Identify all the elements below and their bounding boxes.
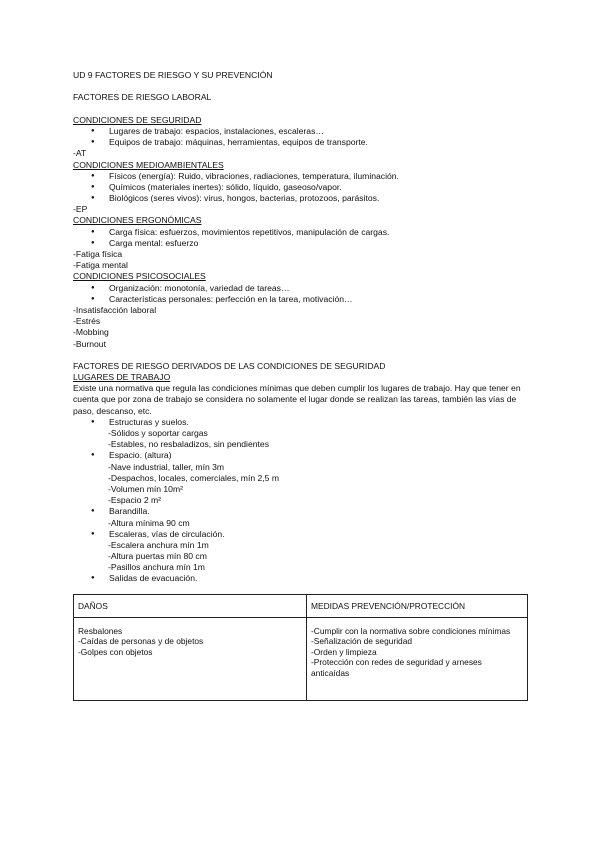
heading-medioambientales: CONDICIONES MEDIOAMBIENTALES: [73, 159, 224, 170]
list-item: ● Salidas de evacuación.: [73, 573, 528, 584]
list-item: ● Químicos (materiales inertes): sólido, líquido, gaseoso/vapor.: [73, 182, 528, 193]
list-item: ● Lugares de trabajo: espacios, instalaciones, escaleras…: [73, 126, 528, 137]
sub-item: -Pasillos anchura mín 1m: [108, 562, 205, 573]
note-line: -Fatiga física: [73, 249, 123, 259]
list-item: ● Carga física: esfuerzos, movimientos repetitivos, manipulación de cargas.: [73, 227, 528, 238]
sub-item: -Volumen mín 10m²: [108, 483, 183, 494]
table-header-danos: DAÑOS: [74, 594, 307, 617]
note-line: -Insatisfacción laboral: [73, 304, 157, 315]
heading-psicosociales: CONDICIONES PSICOSOCIALES: [73, 271, 206, 282]
sub-item: -Nave industrial, taller, mín 3m: [108, 461, 225, 472]
sub-item: -Escalera anchura mín 1m: [108, 539, 209, 550]
table-cell-danos: [74, 617, 307, 700]
note-line: -Mobbing: [73, 327, 109, 338]
cell-line: -Protección con redes de seguridad y arneses: [311, 657, 482, 668]
cell-line: -Golpes con objetos: [78, 646, 153, 657]
note-line: -Estrés: [73, 316, 101, 327]
sub-item: -Sólidos y soportar cargas: [108, 428, 208, 439]
note-line: -Burnout: [73, 338, 106, 349]
cell-line: -Caídas de personas y de objetos: [78, 636, 204, 647]
sub-item: -Altura puertas mín 80 cm: [108, 551, 207, 562]
intro-paragraph: Existe una normativa que regula las condiciones mínimas que deben cumplir los lugares de trabajo. Hay que tener en cuenta que por zona de trabajo se considera no solamente el lugar donde se realizan las tareas, también las vías de paso, descanso, etc.: [73, 383, 521, 416]
document-title: UD 9 FACTORES DE RIESGO Y SU PREVENCIÓN: [73, 70, 273, 80]
sub-item: -Estables, no resbaladizos, sin pendientes: [108, 439, 269, 450]
list-item: ● Estructuras y suelos.: [73, 417, 528, 428]
risk-table: [73, 594, 528, 701]
cell-line: -Señalización de seguridad: [311, 636, 413, 647]
table-cell-medidas: [307, 617, 528, 700]
note-at: -AT: [73, 148, 87, 159]
note-line: -Fatiga mental: [73, 260, 128, 271]
sub-item: -Despachos, locales, comerciales, mín 2,5 m: [108, 472, 279, 483]
list-item: ● Biológicos (seres vivos): virus, hongos, bacterias, protozoos, parásitos.: [73, 193, 528, 204]
cell-line: Resbalones: [78, 625, 123, 636]
list-item: ● Barandilla.: [73, 506, 528, 517]
subheading-lugares: LUGARES DE TRABAJO: [73, 372, 171, 383]
sub-item: -Altura mínima 90 cm: [108, 517, 190, 528]
list-item: ● Físicos (energía): Ruido, vibraciones, radiaciones, temperatura, iluminación.: [73, 171, 528, 182]
sub-item: -Espacio 2 m²: [108, 495, 162, 506]
list-item: ● Espacio. (altura): [73, 450, 528, 461]
heading-seguridad: CONDICIONES DE SEGURIDAD: [73, 114, 202, 125]
table-header-medidas: MEDIDAS PREVENCIÓN/PROTECCIÓN: [307, 594, 528, 617]
list-item: ● Equipos de trabajo: máquinas, herramientas, equipos de transporte.: [73, 137, 528, 148]
heading-ergonomicas: CONDICIONES ERGONÓMICAS: [73, 215, 202, 226]
cell-line: -Orden y limpieza: [311, 646, 377, 657]
section-title-laboral: FACTORES DE RIESGO LABORAL: [73, 92, 212, 103]
cell-line: -Cumplir con la normativa sobre condiciones mínimas: [311, 625, 511, 636]
list-item: ● Carga mental: esfuerzo: [73, 238, 528, 249]
heading-derivados: FACTORES DE RIESGO DERIVADOS DE LAS CONDICIONES DE SEGURIDAD: [73, 360, 386, 371]
list-item: ● Escaleras, vías de circulación.: [73, 529, 528, 540]
cell-line: anticaídas: [311, 668, 350, 679]
document-page: [73, 70, 528, 701]
list-item: ● Organización: monotonía, variedad de tareas…: [73, 283, 528, 294]
list-item: ● Características personales: perfección en la tarea, motivación…: [73, 294, 528, 305]
note-ep: -EP: [73, 204, 88, 215]
